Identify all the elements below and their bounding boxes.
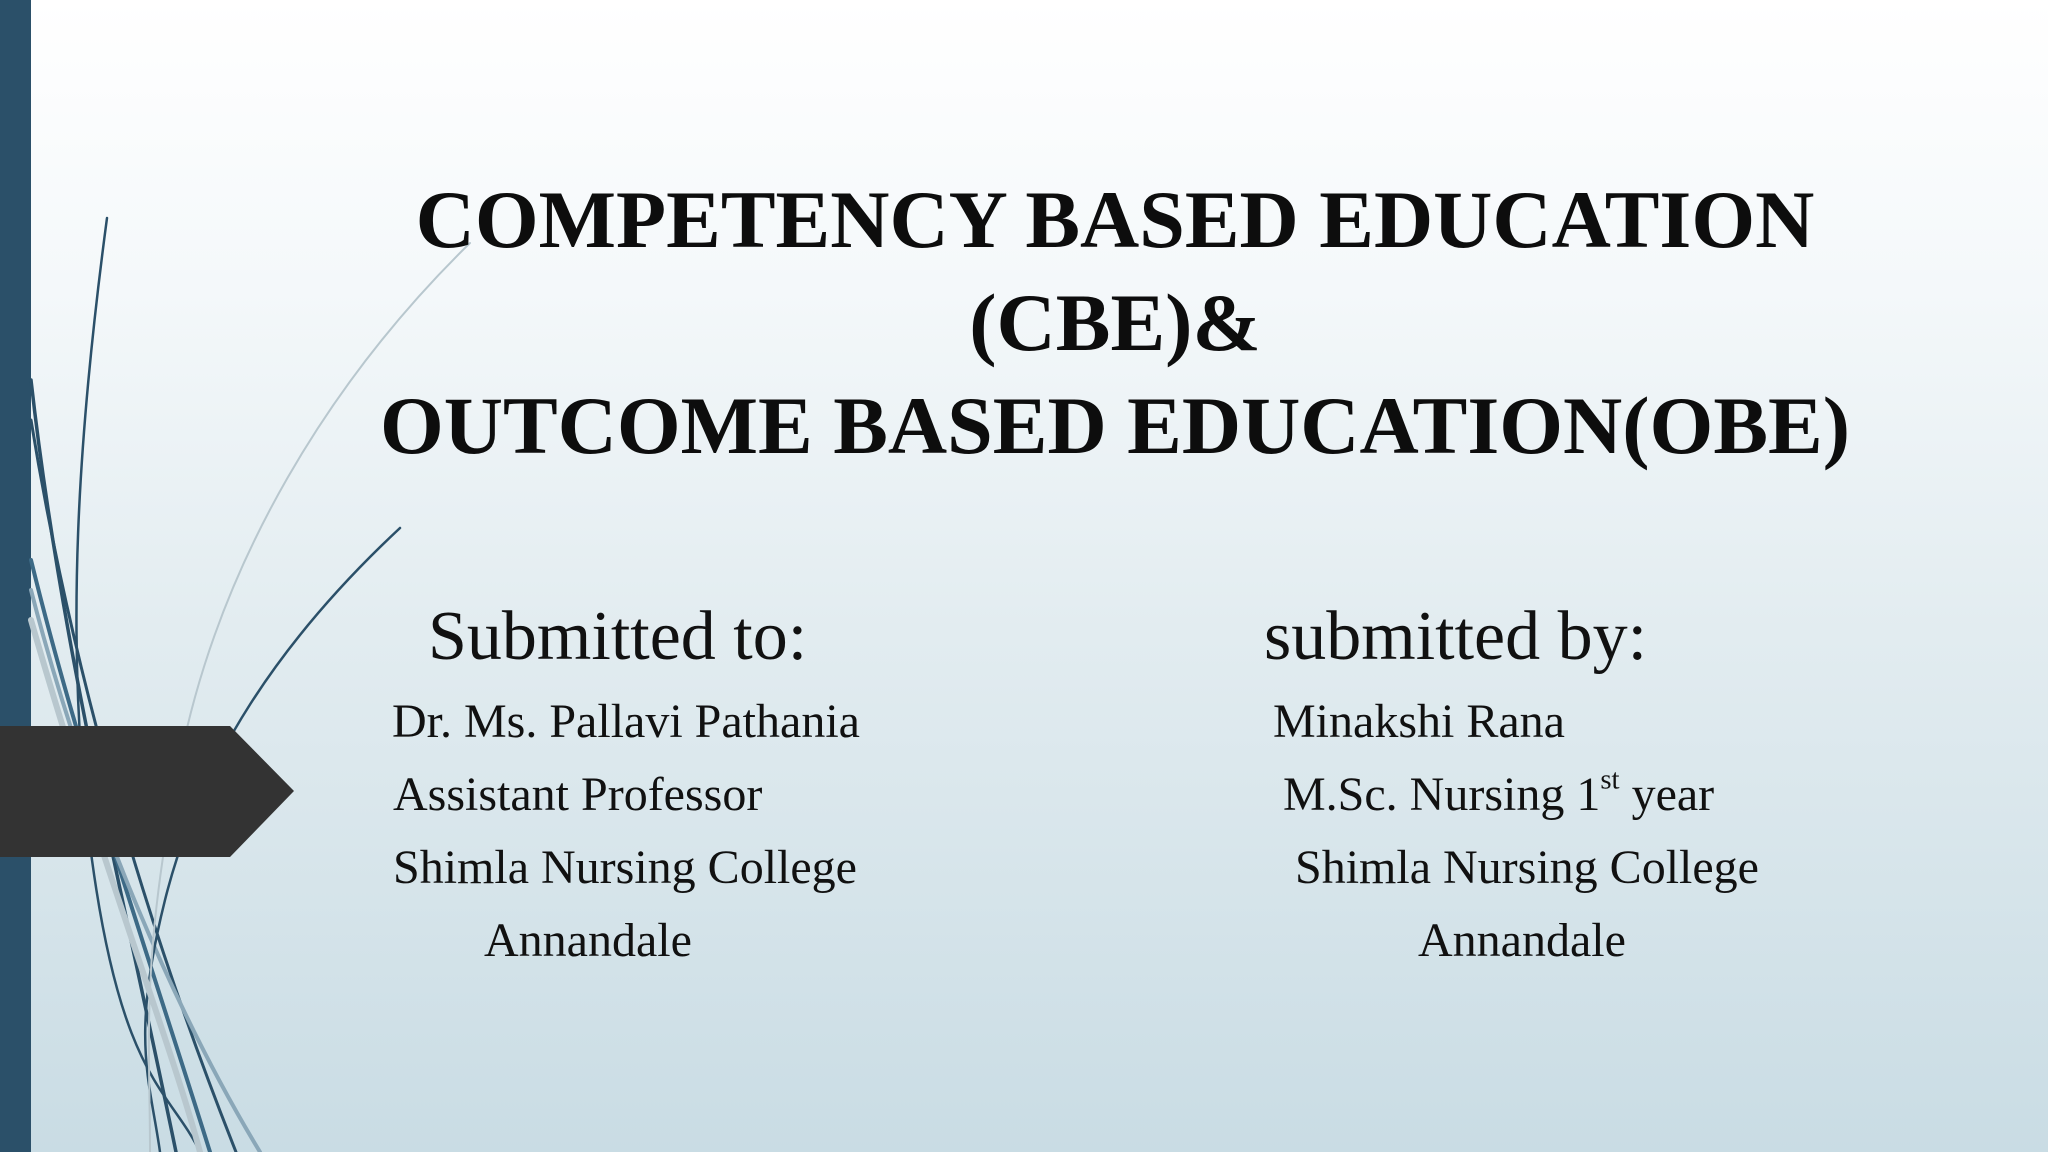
title-line-3: OUTCOME BASED EDUCATION(OBE): [379, 380, 1851, 471]
course-superscript: st: [1600, 763, 1620, 796]
title-line-1: COMPETENCY BASED EDUCATION: [415, 174, 1815, 265]
submitted-by-heading: submitted by:: [1264, 598, 1648, 675]
submitted-to-location: Annandale: [484, 914, 692, 967]
course-suffix: year: [1619, 768, 1715, 821]
submitted-to-designation: Assistant Professor: [393, 768, 763, 821]
submitted-to-name: Dr. Ms. Pallavi Pathania: [392, 695, 860, 748]
submitted-by-course: [1283, 763, 1715, 823]
submitted-by-location: Annandale: [1418, 914, 1626, 967]
title-line-2: (CBE)&: [969, 277, 1261, 368]
slide-title: [300, 168, 1930, 477]
submitted-by-institution: Shimla Nursing College: [1295, 841, 1759, 894]
curve-line: [76, 218, 200, 1152]
submitted-by-name: Minakshi Rana: [1273, 695, 1565, 748]
curve-line: [31, 590, 260, 1152]
submitted-to-institution: Shimla Nursing College: [393, 841, 857, 894]
curve-line: [31, 620, 200, 1152]
submitted-to-heading: Submitted to:: [428, 598, 808, 675]
course-prefix: M.Sc. Nursing 1: [1283, 768, 1601, 821]
